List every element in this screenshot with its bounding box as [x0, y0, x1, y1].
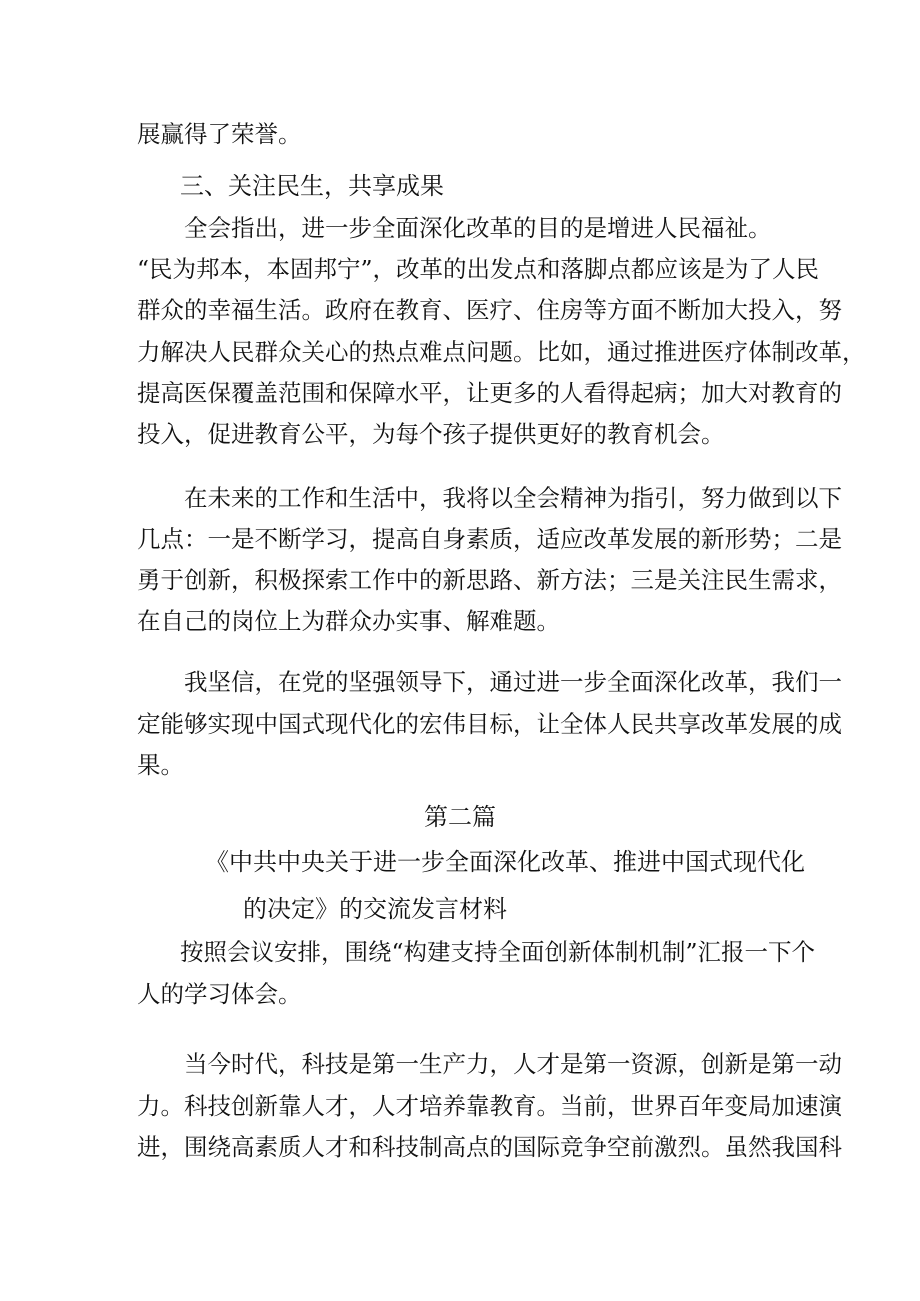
body-line: 力解决人民群众关心的热点难点问题。比如，通过推进医疗体制改革， [137, 338, 866, 366]
body-line: 群众的幸福生活。政府在教育、医疗、住房等方面不断加大投入，努 [137, 296, 842, 324]
body-line: 进，围绕高素质人才和科技制高点的国际竞争空前激烈。虽然我国科 [137, 1133, 842, 1161]
body-line: 在自己的岗位上为群众办实事、解难题。 [137, 607, 560, 635]
body-line: 我坚信，在党的坚强领导下，通过进一步全面深化改革，我们一 [184, 668, 842, 696]
document-title-line-2: 的决定》的交流发言材料 [243, 895, 507, 923]
body-line: “民为邦本，本固邦宁”，改革的出发点和落脚点都应该是为了人民 [137, 255, 820, 283]
document-title-line-1: 《中共中央关于进一步全面深化改革、推进中国式现代化 [205, 848, 805, 876]
body-line: 按照会议安排，围绕“构建支持全面创新体制机制”汇报一下个 [180, 938, 816, 966]
body-line: 定能够实现中国式现代化的宏伟目标，让全体人民共享改革发展的成 [137, 710, 842, 738]
body-line: 果。 [137, 751, 184, 779]
body-line: 勇于创新，积极探索工作中的新思路、新方法；三是关注民生需求， [137, 566, 842, 594]
body-line: 展赢得了荣誉。 [137, 120, 302, 148]
body-line: 全会指出，进一步全面深化改革的目的是增进人民福祉。 [184, 214, 772, 242]
chapter-title: 第二篇 [424, 803, 496, 831]
body-line: 人的学习体会。 [137, 980, 302, 1008]
section-heading: 三、关注民生，共享成果 [180, 172, 444, 200]
body-line: 当今时代，科技是第一生产力，人才是第一资源，创新是第一动 [184, 1050, 842, 1078]
body-line: 提高医保覆盖范围和保障水平，让更多的人看得起病；加大对教育的 [137, 379, 842, 407]
body-line: 几点：一是不断学习，提高自身素质，适应改革发展的新形势；二是 [137, 525, 842, 553]
body-line: 投入，促进教育公平，为每个孩子提供更好的教育机会。 [137, 420, 725, 448]
body-line: 力。科技创新靠人才，人才培养靠教育。当前，世界百年变局加速演 [137, 1092, 842, 1120]
body-line: 在未来的工作和生活中，我将以全会精神为指引，努力做到以下 [184, 484, 842, 512]
